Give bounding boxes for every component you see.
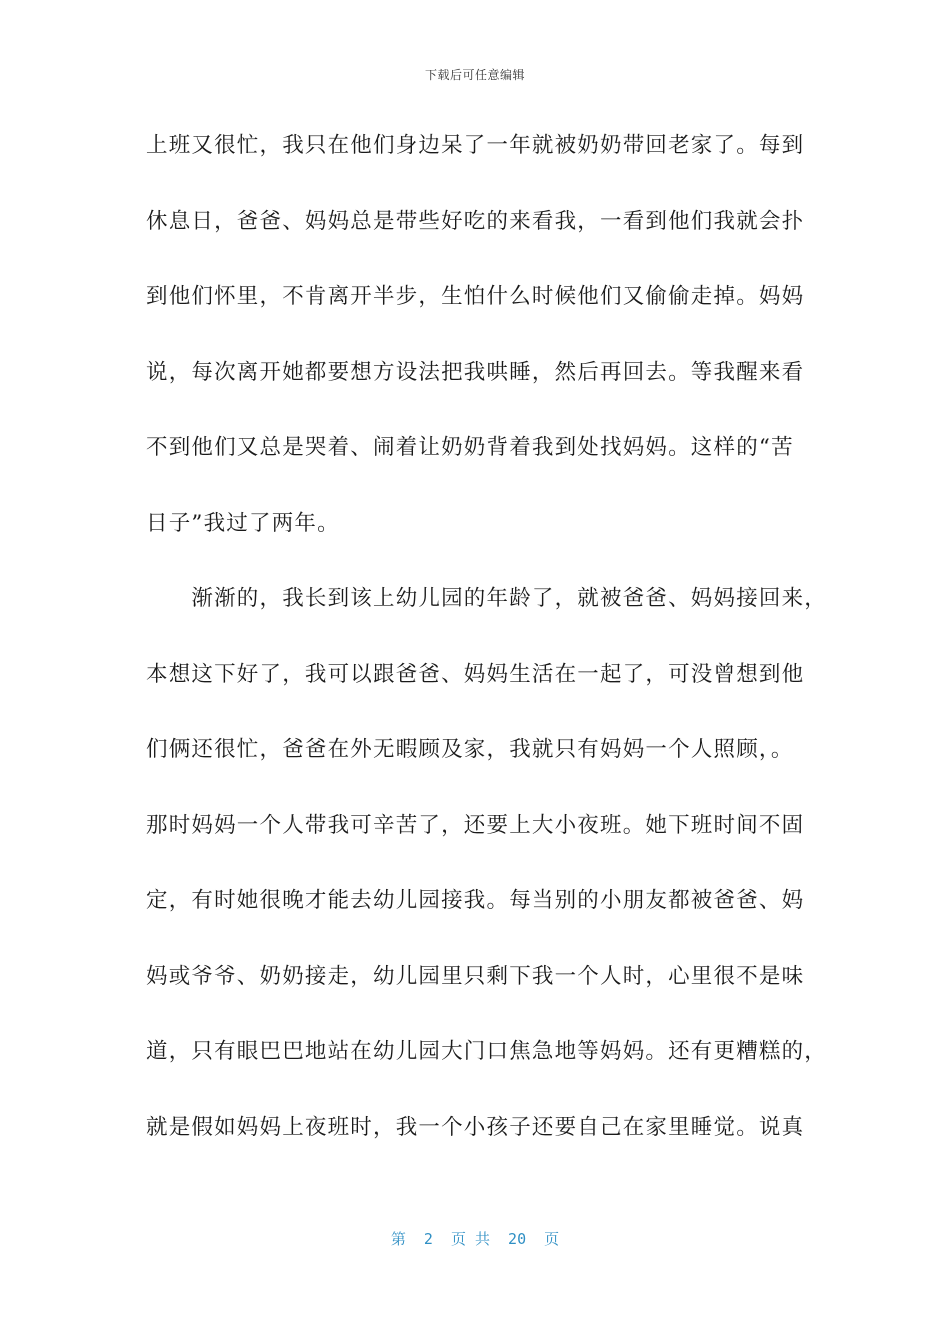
text-line: 不到他们又总是哭着、闹着让奶奶背着我到处找妈妈。这样的“苦 — [146, 435, 794, 460]
text-line: 休息日，爸爸、妈妈总是带些好吃的来看我，一看到他们我就会扑 — [146, 208, 805, 234]
text-line: 那时妈妈一个人带我可辛苦了，还要上大小夜班。她下班时间不固 — [146, 812, 805, 838]
text-line: 们俩还很忙，爸爸在外无暇顾及家，我就只有妈妈一个人照顾，。 — [146, 737, 794, 762]
text-line: 渐渐的，我长到该上幼儿园的年龄了，就被爸爸、妈妈接回来， — [146, 586, 828, 611]
text-line: 说，每次离开她都要想方设法把我哄睡，然后再回去。等我醒来看 — [146, 359, 805, 385]
text-line: 就是假如妈妈上夜班时，我一个小孩子还要自己在家里睡觉。说真 — [146, 1114, 805, 1140]
text-line: 上班又很忙，我只在他们身边呆了一年就被奶奶带回老家了。每到 — [146, 133, 805, 158]
text-line: 道，只有眼巴巴地站在幼儿园大门口焦急地等妈妈。还有更糟糕的， — [146, 1039, 828, 1064]
text-line: 定，有时她很晚才能去幼儿园接我。每当别的小朋友都被爸爸、妈 — [146, 888, 805, 913]
page-number-footer: 第 2 页 共 20 页 — [390, 1230, 560, 1248]
text-line: 妈或爷爷、奶奶接走，幼儿园里只剩下我一个人时，心里很不是味 — [146, 963, 805, 989]
document-body — [146, 126, 828, 1183]
page-header-note: 下载后可任意编辑 — [424, 68, 525, 82]
text-line: 日子”我过了两年。 — [146, 510, 340, 536]
text-line: 本想这下好了，我可以跟爸爸、妈妈生活在一起了，可没曾想到他 — [146, 661, 805, 687]
text-line: 到他们怀里，不肯离开半步，生怕什么时候他们又偷偷走掉。妈妈 — [146, 284, 805, 309]
